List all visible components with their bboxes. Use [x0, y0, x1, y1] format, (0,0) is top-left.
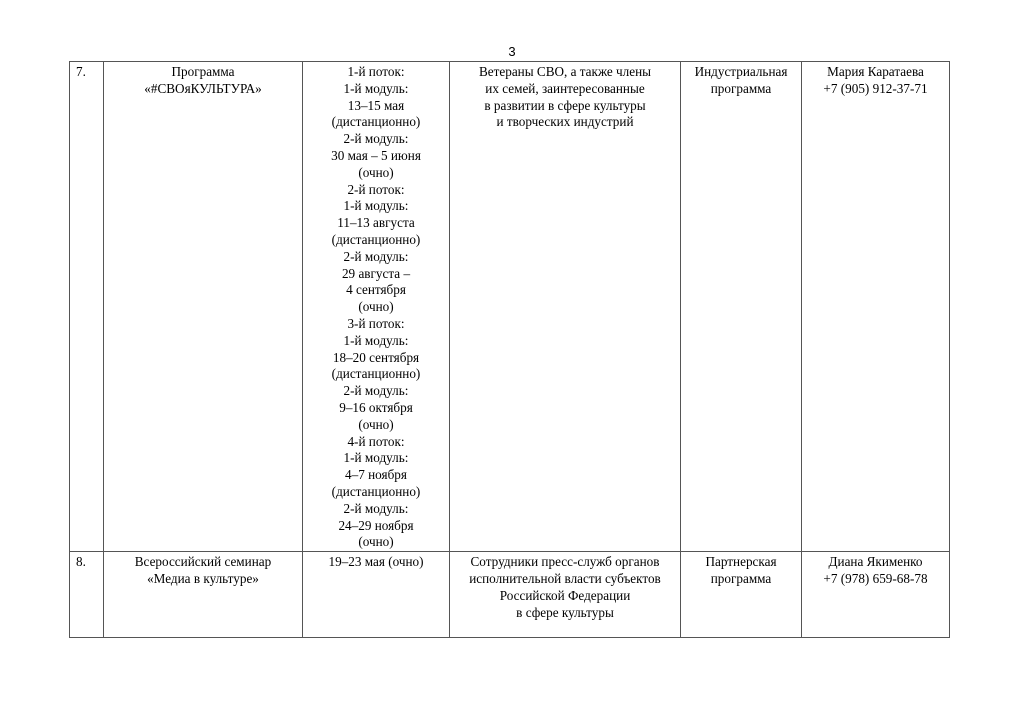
dates-line: 2-й модуль:: [343, 383, 409, 399]
audience-line: и творческих индустрий: [496, 114, 634, 130]
dates-line: (дистанционно): [331, 114, 421, 130]
dates-line: 3-й поток:: [347, 315, 405, 331]
event-name-line: Всероссийский семинар: [134, 554, 272, 570]
contact-name: Мария Каратаева: [827, 64, 924, 79]
dates-line: 2-й модуль:: [343, 248, 409, 264]
dates-line: 4–7 ноября: [345, 467, 407, 483]
row-number: 8.: [76, 554, 86, 570]
program-type-cell: [681, 62, 802, 552]
audience-line: в развитии в сфере культуры: [484, 97, 646, 113]
contact-cell: [802, 62, 950, 552]
audience-line: Сотрудники пресс-служб органов: [470, 554, 660, 570]
dates-line: (очно): [358, 534, 394, 550]
dates-line: 1-й модуль:: [343, 332, 409, 348]
program-schedule-table: [69, 61, 950, 638]
page-number: 3: [508, 44, 516, 59]
dates-line: 19–23 мая (очно): [328, 554, 424, 570]
event-name-line: Программа: [171, 64, 235, 79]
table-row: [70, 62, 950, 552]
contact-name: Диана Якименко: [828, 554, 923, 570]
dates-line: 11–13 августа: [337, 215, 415, 231]
contact-phone: +7 (905) 912-37-71: [823, 80, 928, 96]
program-type-line: программа: [710, 570, 772, 586]
event-dates-cell: [303, 62, 450, 552]
dates-line: (очно): [358, 164, 394, 180]
program-type-line: Индустриальная: [694, 64, 788, 79]
dates-line: 1-й модуль:: [343, 80, 409, 96]
audience-line: исполнительной власти субъектов: [469, 570, 661, 586]
dates-line: 2-й модуль:: [343, 131, 409, 147]
target-audience-cell: [450, 62, 681, 552]
dates-line: 1-й поток:: [347, 64, 405, 79]
program-type-cell: [681, 552, 802, 638]
event-dates-cell: [303, 552, 450, 638]
dates-line: 2-й поток:: [347, 181, 405, 197]
dates-line: 4-й поток:: [347, 433, 405, 449]
dates-line: 24–29 ноября: [338, 517, 414, 533]
program-type-line: Партнерская: [705, 554, 777, 570]
row-number-cell: [70, 62, 104, 552]
audience-line: их семей, заинтересованные: [485, 80, 645, 96]
dates-line: 29 августа –: [341, 265, 411, 281]
dates-line: 13–15 мая: [347, 97, 405, 113]
dates-line: (дистанционно): [331, 366, 421, 382]
dates-line: (дистанционно): [331, 483, 421, 499]
event-name-line: «Медиа в культуре»: [147, 570, 259, 586]
table-row: [70, 552, 950, 638]
row-number: 7.: [76, 64, 86, 79]
dates-line: 1-й модуль:: [343, 198, 409, 214]
dates-line: 1-й модуль:: [343, 450, 409, 466]
event-name-cell: [104, 62, 303, 552]
dates-line: 2-й модуль:: [343, 500, 409, 516]
dates-line: (очно): [358, 416, 394, 432]
dates-line: 9–16 октября: [339, 399, 413, 415]
dates-line: 18–20 сентября: [332, 349, 420, 365]
contact-cell: [802, 552, 950, 638]
dates-line: (дистанционно): [331, 231, 421, 247]
program-type-line: программа: [710, 80, 772, 96]
dates-line: 30 мая – 5 июня: [331, 147, 421, 163]
audience-line: в сфере культуры: [516, 604, 614, 620]
audience-line: Ветераны СВО, а также члены: [478, 64, 652, 79]
contact-phone: +7 (978) 659-68-78: [823, 570, 928, 586]
target-audience-cell: [450, 552, 681, 638]
audience-line: Российской Федерации: [499, 587, 631, 603]
event-name-line: «#СВОяКУЛЬТУРА»: [144, 80, 262, 96]
dates-line: 4 сентября: [346, 282, 406, 298]
dates-line: (очно): [358, 299, 394, 315]
event-name-cell: [104, 552, 303, 638]
row-number-cell: [70, 552, 104, 638]
